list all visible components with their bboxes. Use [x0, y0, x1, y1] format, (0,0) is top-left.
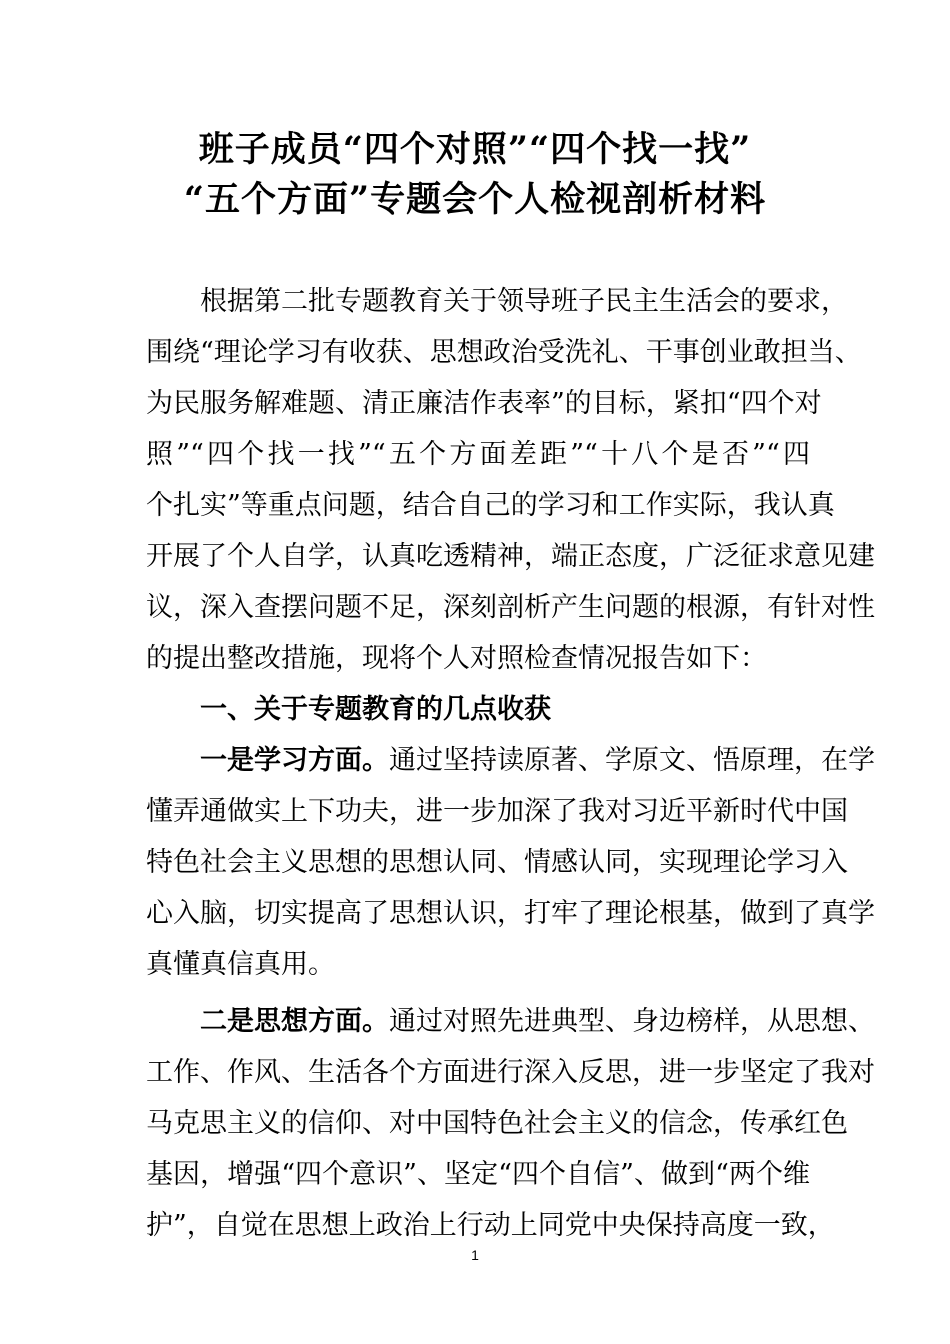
paragraph-line: 开展了个人自学，认真吃透精神，端正态度，广泛征求意见建 [146, 541, 875, 572]
paragraph-line: 基因，增强“四个意识”、坚定“四个自信”、做到“两个维 [146, 1159, 810, 1190]
paragraph-line: 议，深入查摆问题不足，深刻剖析产生问题的根源，有针对性 [146, 592, 875, 623]
paragraph-line: 心入脑，切实提高了思想认识，打牢了理论根基，做到了真学 [146, 898, 875, 929]
paragraph-line: 护”，自觉在思想上政治上行动上同党中央保持高度一致， [146, 1210, 835, 1241]
paragraph-line: 工作、作风、生活各个方面进行深入反思，进一步坚定了我对 [146, 1057, 875, 1088]
document-title-line-1: 班子成员“四个对照”“四个找一找” [198, 129, 752, 170]
paragraph-lead: 一是学习方面。 [200, 745, 389, 776]
paragraph-line: 根据第二批专题教育关于领导班子民主生活会的要求， [200, 286, 848, 317]
page-number: 1 [471, 1247, 479, 1263]
section-heading: 一、关于专题教育的几点收获 [200, 694, 551, 725]
paragraph-line: 围绕“理论学习有收获、思想政治受洗礼、干事创业敢担当、 [146, 337, 862, 368]
document-title-line-2: “五个方面”专题会个人检视剖析材料 [183, 179, 767, 220]
paragraph-line: 个扎实”等重点问题，结合自己的学习和工作实际，我认真 [146, 490, 835, 521]
paragraph-lead: 二是思想方面。 [200, 1006, 389, 1037]
paragraph-line: 特色社会主义思想的思想认同、情感认同，实现理论学习入 [146, 847, 848, 878]
paragraph-line: 的提出整改措施，现将个人对照检查情况报告如下： [146, 643, 767, 674]
paragraph-text: 通过对照先进典型、身边榜样，从思想、 [389, 1006, 875, 1037]
study-paragraph [146, 735, 875, 990]
paragraph-line: 照”“四个找一找”“五个方面差距”“十八个是否”“四 [146, 439, 810, 470]
paragraph-line: 马克思主义的信仰、对中国特色社会主义的信念，传承红色 [146, 1108, 848, 1139]
thought-paragraph [146, 996, 875, 1251]
paragraph-line: 真懂真信真用。 [146, 949, 335, 980]
intro-paragraph [146, 276, 875, 684]
paragraph-line [146, 735, 875, 786]
paragraph-line [146, 996, 875, 1047]
paragraph-text: 通过坚持读原著、学原文、悟原理，在学 [389, 745, 875, 776]
paragraph-line: 为民服务解难题、清正廉洁作表率”的目标，紧扣“四个对 [146, 388, 822, 419]
document-body [146, 276, 875, 1251]
paragraph-line: 懂弄通做实上下功夫，进一步加深了我对习近平新时代中国 [146, 796, 848, 827]
